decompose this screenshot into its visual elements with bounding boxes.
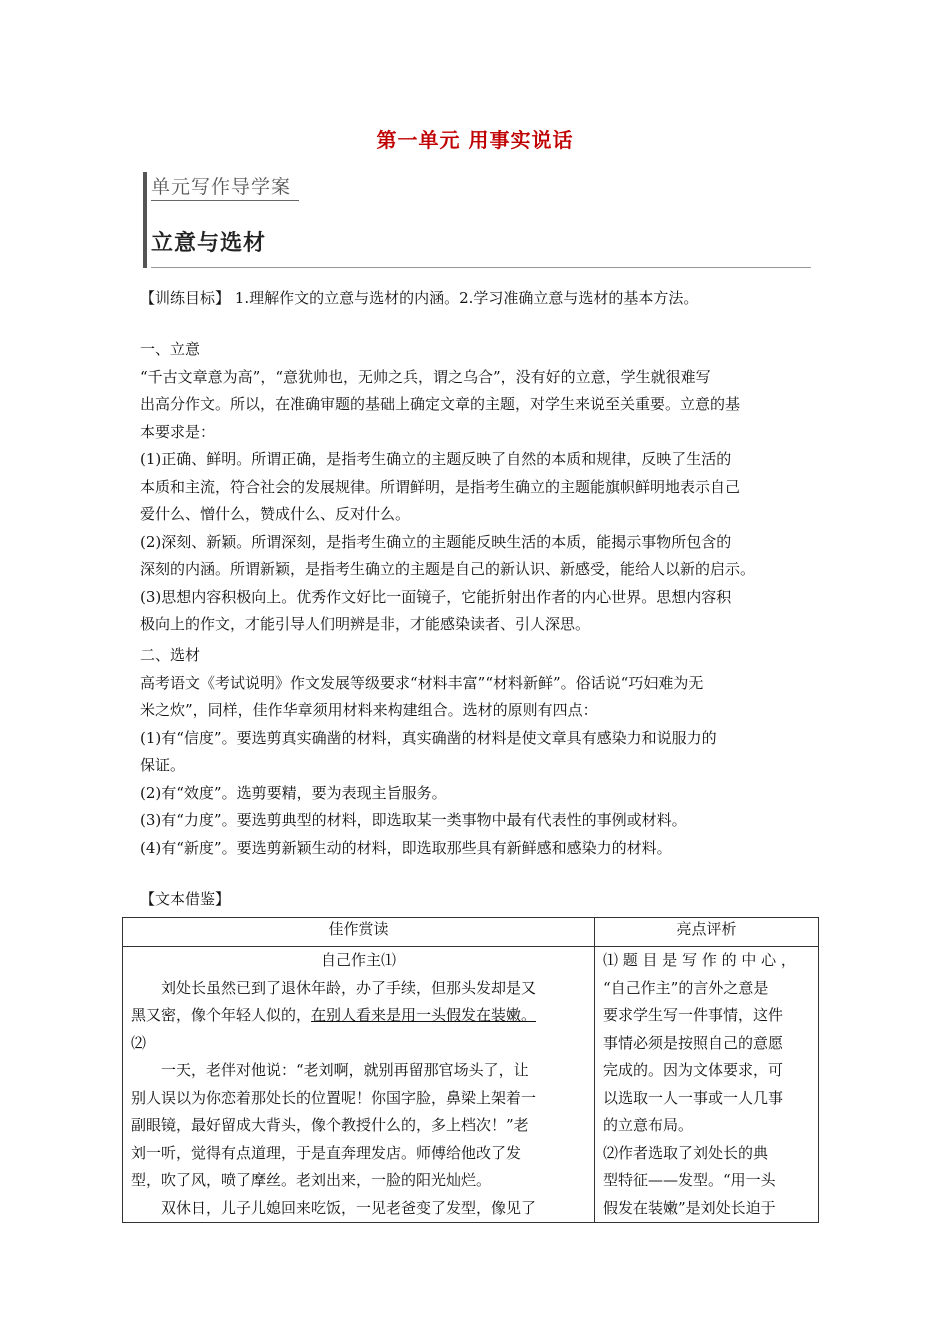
paragraph-line: 深刻的内涵。所谓新颖，是指考生确立的主题是自己的新认识、新感受，能给人以新的启示。 [140, 560, 756, 578]
paragraph-line: 极向上的作文，才能引导人们明辨是非，才能感染读者、引人深思。 [140, 615, 591, 633]
comment-line: 的立意布局。 [603, 1116, 694, 1134]
comment-line: ⑵作者选取了刘处长的典 [603, 1143, 769, 1162]
essay-cell [123, 947, 595, 1223]
paragraph-line: (1)有“信度”。要选剪真实确凿的材料，真实确凿的材料是使文章具有感染力和说服力的 [140, 728, 717, 747]
goals-text: 1.理解作文的立意与选材的内涵。2.学习准确立意与选材的基本方法。 [234, 289, 699, 307]
paragraph-line: (2)有“效度”。选剪要精，要为表现主旨服务。 [140, 783, 447, 802]
essay-line: 副眼镜，最好留成大背头，像个教授什么的，多上档次！”老 [131, 1116, 529, 1134]
subtitle-underline [151, 200, 299, 201]
essay-line: 别人误以为你恋着那处长的位置呢！你国字脸，鼻梁上架着一 [131, 1088, 537, 1107]
page-title: 第一单元 用事实说话 [376, 128, 574, 152]
essay-line: 双休日，儿子儿媳回来吃饭，一见老爸变了发型，像见了 [161, 1198, 537, 1217]
section-material [140, 642, 812, 862]
column-header-essay: 佳作赏读 [123, 918, 595, 947]
essay-title: 自己作主⑴ [320, 951, 396, 969]
section-heading: 一、立意 [140, 340, 201, 358]
comment-line: ⑴ 题 目 是 写 作 的 中 心 ， [603, 951, 796, 969]
comment-cell [595, 947, 819, 1223]
section-header [143, 168, 811, 268]
header-accent-bar [143, 172, 147, 268]
paragraph-line: 本质和主流，符合社会的发展规律。所谓鲜明，是指考生确立的主题能旗帜鲜明地表示自己 [140, 477, 741, 496]
paragraph-line: 本要求是： [140, 422, 216, 441]
comment-line: 事情必须是按照自己的意愿 [603, 1033, 784, 1052]
paragraph-line: (3)思想内容积极向上。优秀作文好比一面镜子，它能折射出作者的内心世界。思想内容积 [140, 587, 732, 606]
essay-line: 刘处长虽然已到了退休年龄，办了手续，但那头发却是又 [161, 978, 537, 997]
comment-line: 要求学生写一件事情，这件 [603, 1006, 784, 1024]
reference-table [122, 917, 819, 1223]
comment-line: 假发在装嫩”是刘处长迫于 [603, 1198, 776, 1217]
essay-line: 型，吹了风，喷了摩丝。老刘出来，一脸的阳光灿烂。 [131, 1171, 492, 1189]
section-intent [140, 336, 812, 639]
paragraph-line: 保证。 [140, 756, 186, 774]
paragraph-line: 米之炊”，同样，佳作华章须用材料来构建组合。选材的原则有四点： [140, 701, 598, 719]
comment-line: 以选取一人一事或一人几事 [603, 1088, 784, 1107]
essay-underlined-text: 在别人看来是用一头假发在装嫩。 [311, 1006, 537, 1024]
section-heading: 二、选材 [140, 646, 201, 664]
header-subtitle: 单元写作导学案 [151, 176, 292, 198]
paragraph-line: 高考语文《考试说明》作文发展等级要求“材料丰富”“材料新鲜”。俗话说“巧妇难为无 [140, 673, 704, 692]
paragraph-line: (3)有“力度”。要选剪典型的材料，即选取某一类事物中最有代表性的事例或材料。 [140, 811, 687, 829]
paragraph-line: 出高分作文。所以，在准确审题的基础上确定文章的主题，对学生来说至关重要。立意的基 [140, 395, 741, 413]
goals-label: 【训练目标】 [140, 289, 231, 307]
paragraph-line: (1)正确、鲜明。所谓正确，是指考生确立的主题反映了自然的本质和规律，反映了生活的 [140, 450, 732, 468]
paragraph-line: (2)深刻、新颖。所谓深刻，是指考生确立的主题能反映生活的本质，能揭示事物所包含的 [140, 532, 732, 551]
reference-label: 【文本借鉴】 [140, 890, 231, 908]
paragraph-line: (4)有“新度”。要选剪新颖生动的材料，即选取那些具有新鲜感和感染力的材料。 [140, 838, 672, 857]
essay-line: 一天，老伴对他说：“老刘啊，就别再留那官场头了，让 [161, 1061, 529, 1079]
essay-line: 刘一听，觉得有点道理，于是直奔理发店。师傅给他改了发 [131, 1143, 522, 1162]
essay-note-marker: ⑵ [131, 1033, 147, 1052]
column-header-comment: 亮点评析 [595, 918, 819, 947]
table-header-row [123, 918, 819, 947]
comment-line: 完成的。因为文体要求，可 [603, 1061, 784, 1079]
comment-line: 型特征——发型。“用一头 [603, 1171, 776, 1189]
essay-line: 黑又密，像个年轻人似的， [131, 1006, 312, 1024]
comment-line: “自己作主”的言外之意是 [603, 978, 769, 997]
header-section-title: 立意与选材 [151, 231, 267, 256]
table-row [123, 947, 819, 1223]
header-divider [151, 267, 811, 268]
paragraph-line: 爱什么、憎什么，赞成什么、反对什么。 [140, 505, 411, 523]
paragraph-line: “千古文章意为高”，“意犹帅也，无帅之兵，谓之乌合”，没有好的立意，学生就很难写 [140, 367, 711, 386]
training-goals [140, 285, 812, 313]
